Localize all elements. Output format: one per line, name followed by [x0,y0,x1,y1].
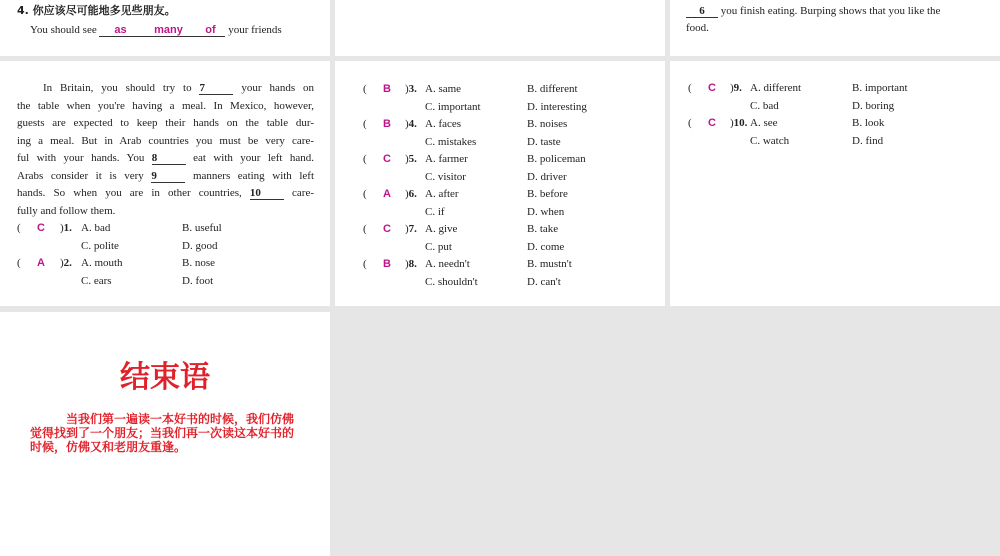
question-number-label: 6. [408,188,417,200]
option-b: B. policeman [527,153,586,165]
passage-text: Arabs consider it is very [17,169,144,182]
option-d: D. boring [852,99,895,112]
question-number-label: 4. [408,118,417,130]
question-number: )9. [730,82,742,94]
passage-text: hands. So when you are in other countries, [17,187,242,199]
question-number-label: 9. [733,82,742,94]
option-c: C. watch [750,134,790,147]
option-c: C. put [425,240,452,253]
passage-line: the table when you're having a meal. In Mexico, however, [17,99,314,112]
option-d: D. taste [527,135,561,148]
panel-closing [0,312,330,556]
blank-7: 7 [199,82,233,95]
option-d: D. foot [182,275,214,287]
answer: C [708,82,716,94]
answer-2: A [37,257,45,269]
option-b: B. mustn't [527,258,572,270]
question-number: )7. [405,223,417,235]
option-a: A. after [425,188,459,200]
paren-open: ( [363,223,367,235]
panel-top-middle [335,0,665,56]
option-a: A. bad [81,222,111,234]
paren-open: ( [363,258,367,270]
passage-line: fully and follow them. [17,204,116,217]
option-b: B. before [527,188,568,200]
passage-line [17,80,314,98]
question-number: )10. [730,117,748,129]
option-c: C. important [425,100,481,113]
paren-open: ( [363,83,367,95]
passage-text: care- [292,187,315,199]
question-number: 1. [63,222,72,234]
passage-text: eat with your left hand. [193,152,314,164]
paren-open: ( [363,153,367,165]
answer: B [383,118,391,130]
answer: B [383,258,391,270]
panel-passage [0,61,330,306]
question-4-sentence [30,23,282,37]
passage-line [17,168,314,186]
sentence-suffix: your friends [228,24,282,36]
question-number: )8. [405,258,417,270]
paren-open: ( [363,118,367,130]
option-a: A. give [425,223,458,235]
question-number: )6. [405,188,417,200]
option-b: B. take [527,223,559,235]
option-c: C. bad [750,99,779,112]
blank-answer: many [141,24,195,37]
panel-top-right [670,0,1000,56]
question-number-label: 3. [408,83,417,95]
question-4-chinese [17,4,176,18]
passage-line [17,150,314,168]
passage-line: ing a meal. But in Arab countries you must be very care- [17,134,314,147]
question-number-label: 5. [408,153,417,165]
option-c: C. visitor [425,170,466,183]
question-4-text: 4. 你应该尽可能地多见些朋友。 [17,4,176,17]
question-number-label: 10. [733,117,748,129]
answer-1: C [37,222,45,234]
passage-text: manners eating with left [192,169,315,182]
closing-title: 结束语 [120,360,210,395]
option-d: D. good [182,240,218,252]
passage-line: guests are expected to keep their hands on the table dur- [17,117,314,129]
question-number-label: 8. [408,258,417,270]
passage-tail-line2: food. [686,22,709,34]
passage-tail-text: you finish eating. Burping shows that you like the [720,5,941,17]
closing-text: 当我们第一遍读一本好书的时候，我们仿佛觉得找到了一个朋友；当我们再一次读这本好书的时候，仿佛又和老朋友重逢。 [30,412,295,454]
passage-text: your hands on [241,82,315,94]
option-b: B. noises [527,118,568,130]
passage [17,80,314,220]
option-c: C. if [425,205,445,218]
option-a: A. needn't [425,258,470,270]
paren-open: ( [688,117,692,129]
blank-8: 8 [152,152,186,165]
option-c: C. shouldn't [425,275,478,288]
passage-line [17,185,314,203]
sentence-prefix: You should see [30,24,97,36]
option-a: A. same [425,83,462,95]
paren-open: ( [363,188,367,200]
option-d: D. when [527,205,565,218]
option-b: B. different [527,83,578,95]
option-d: D. can't [527,275,561,288]
question-2: ( [17,257,21,269]
blank-9: 9 [151,170,185,183]
option-c: C. ears [81,275,112,287]
question-2-number: )2. [60,257,72,269]
blank-6: 6 [686,5,718,18]
blank-answer: of [195,24,225,37]
passage-text: In Britain, you should try to [43,82,192,94]
option-b: B. important [852,82,908,94]
option-a: A. different [750,82,802,94]
blank-answer: as [99,24,141,37]
answer: C [708,117,716,129]
option-d: D. interesting [527,100,587,113]
option-a: A. mouth [81,257,123,269]
panel-questions-right [670,61,1000,306]
option-a: A. see [750,117,778,129]
answer: B [383,83,391,95]
option-b: B. look [852,117,885,129]
question-number-label: 7. [408,223,417,235]
panel-top-left [0,0,330,56]
option-c: C. polite [81,240,119,252]
answer: C [383,223,391,235]
question-number: )4. [405,118,417,130]
question-1: ( [17,222,21,234]
option-d: D. driver [527,170,567,183]
option-a: A. faces [425,118,462,130]
question-number: )3. [405,83,417,95]
paren-open: ( [688,82,692,94]
answer: C [383,153,391,165]
panel-questions-mid [335,61,665,306]
answer: A [383,188,391,200]
option-a: A. farmer [425,153,468,165]
question-number: 2. [63,257,72,269]
passage-text: ful with your hands. You [17,152,145,164]
option-d: D. come [527,240,565,253]
option-b: B. nose [182,257,215,269]
question-number: )5. [405,153,417,165]
passage-tail-line1 [686,4,940,18]
blank-10: 10 [250,187,284,200]
option-b: B. useful [182,222,222,234]
option-c: C. mistakes [425,135,477,148]
option-d: D. find [852,134,884,147]
question-1-number: )1. [60,222,72,234]
